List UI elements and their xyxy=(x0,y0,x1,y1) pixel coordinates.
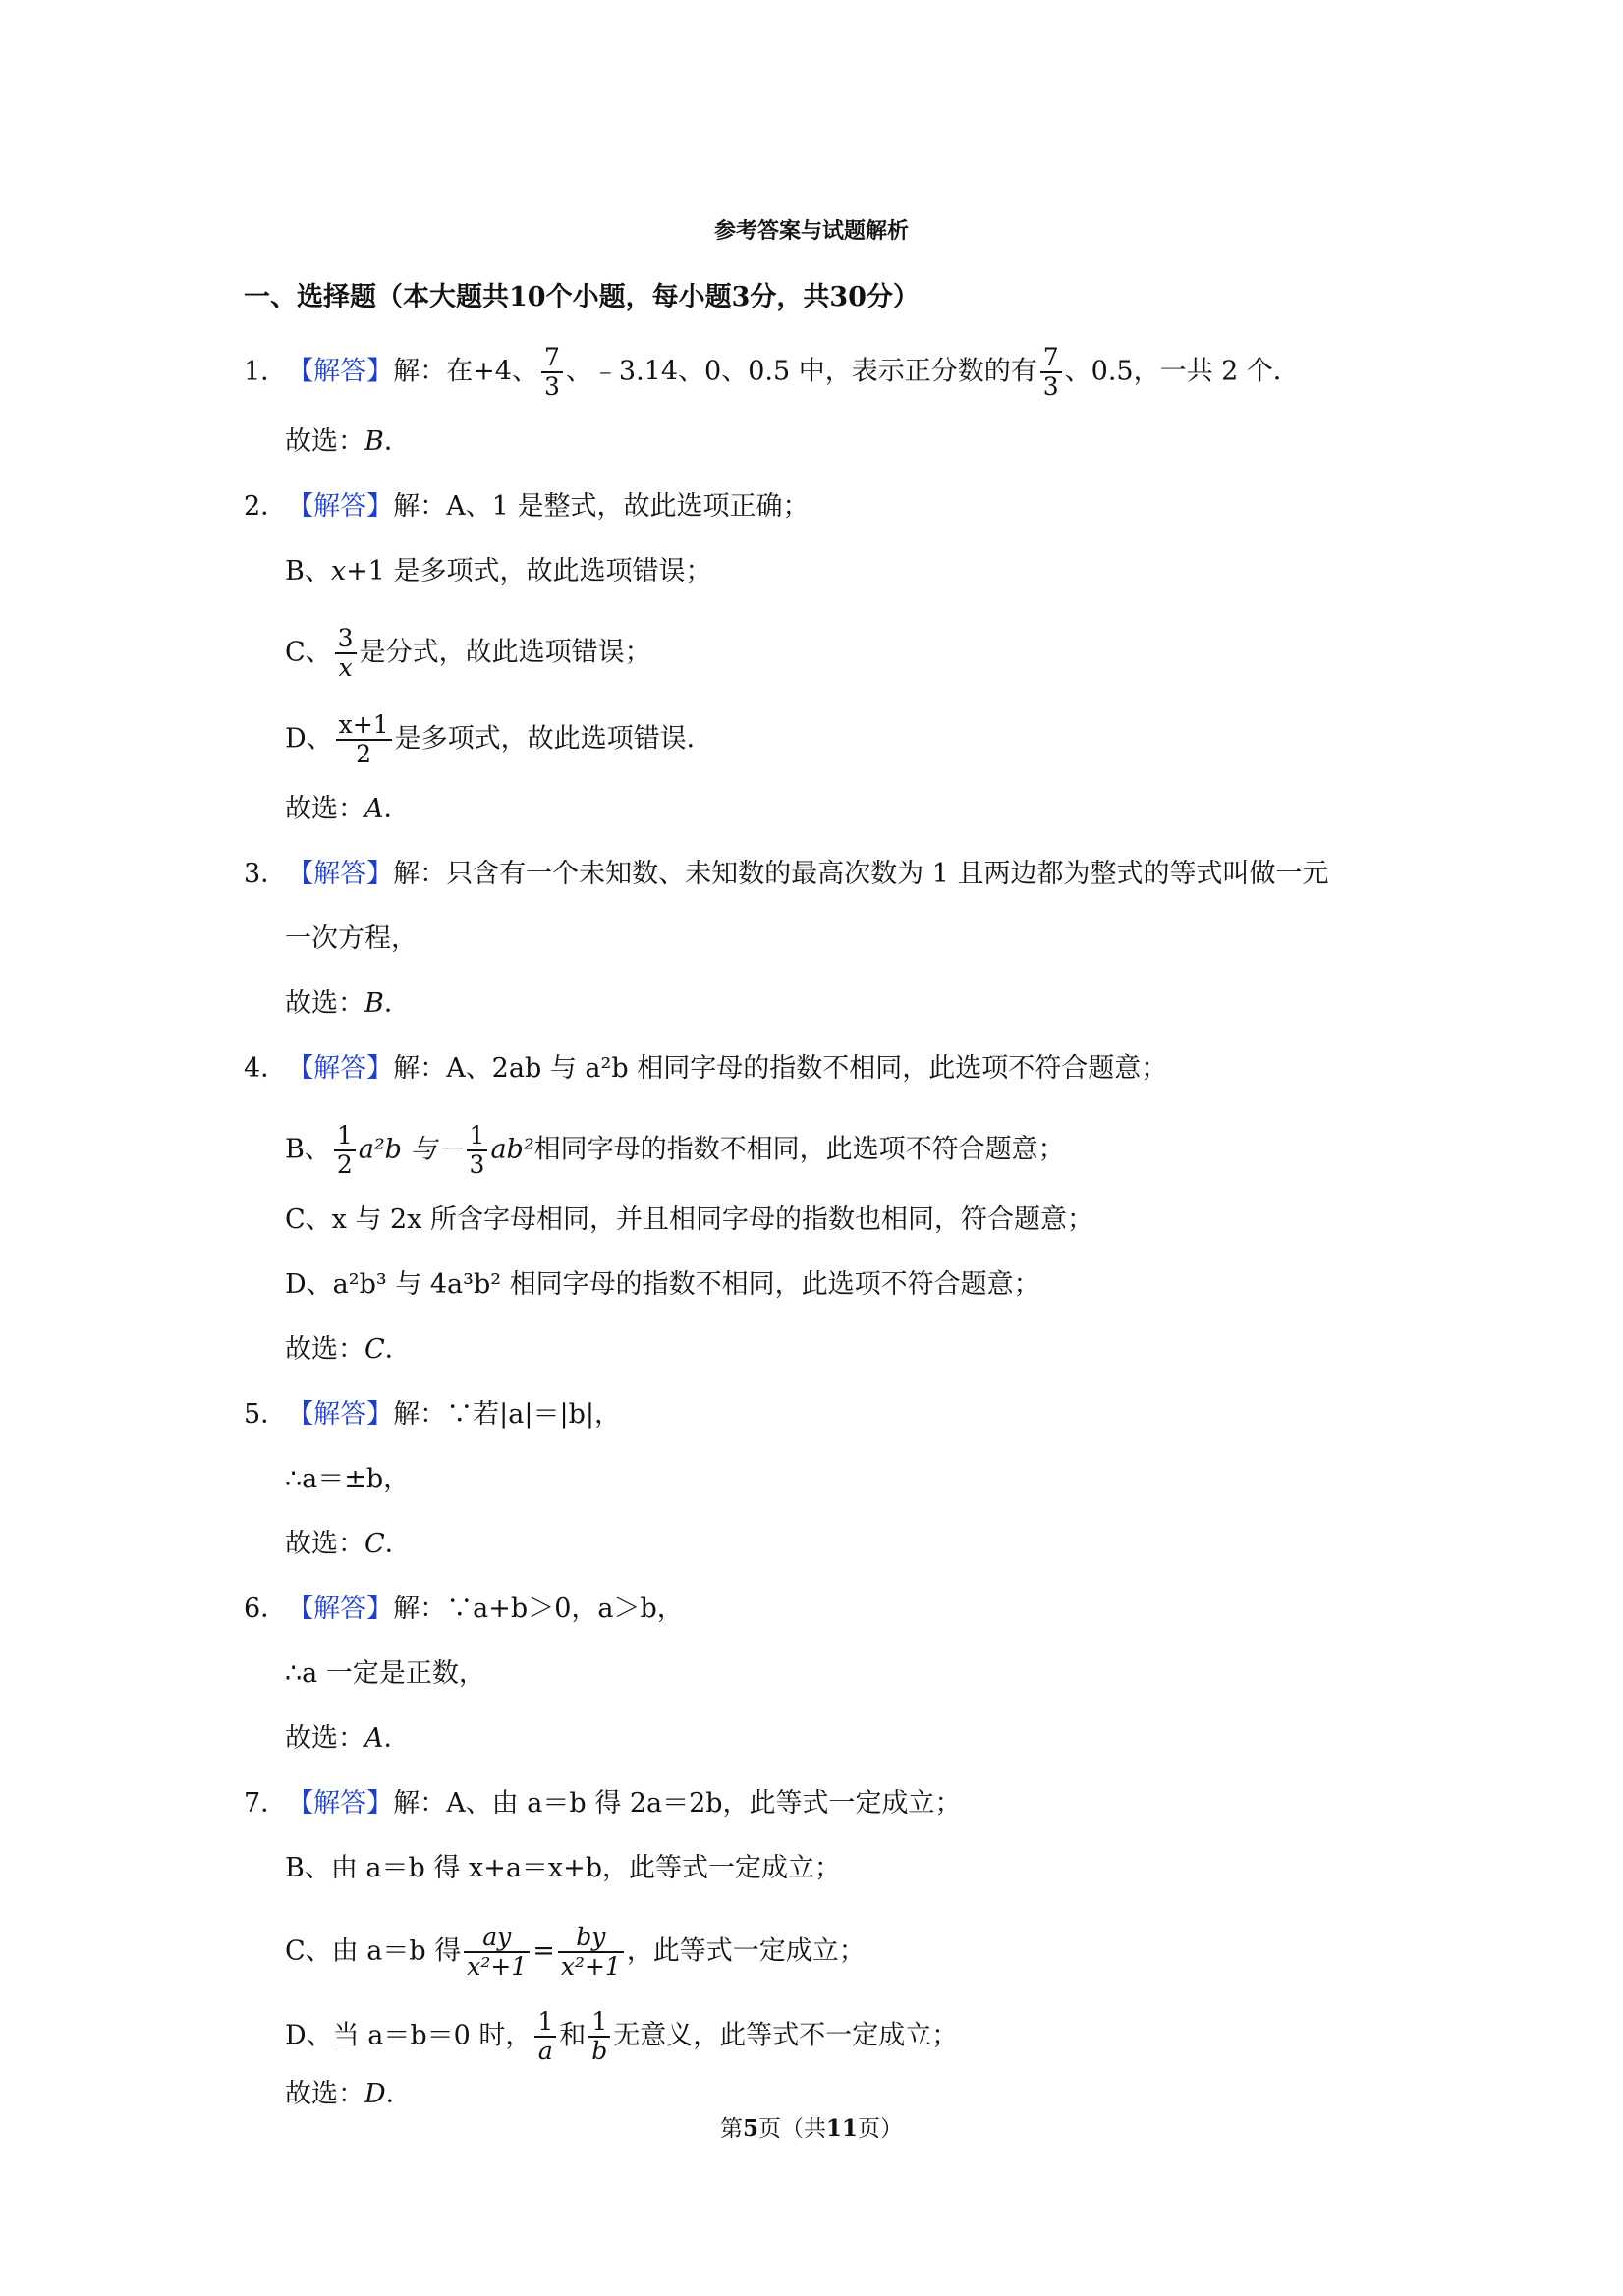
text: ∴a 一定是正数， xyxy=(285,1658,485,1689)
choice-letter: A xyxy=(364,1723,384,1754)
answer-tag: 【解答】 xyxy=(287,1594,394,1624)
fraction xyxy=(334,1122,356,1179)
answer-2-c xyxy=(285,625,651,682)
text: 只含有一个未知数、未知数的最高次数为 1 且两边都为整式的等式叫做一元 xyxy=(446,859,1329,889)
answer-2-d xyxy=(285,711,713,768)
text: A、2ab 与 a²b 相同字母的指数不相同，此选项不符合题意； xyxy=(446,1053,1168,1084)
numerator: 1 xyxy=(534,2008,556,2038)
choice-label: 故选： xyxy=(285,1723,364,1754)
footer-text: 页（共 xyxy=(758,2116,826,2142)
answer-7 xyxy=(244,1784,962,1823)
denominator: x²+1 xyxy=(560,1952,621,1981)
footer-text: 第 xyxy=(719,2116,743,2142)
question-number: 7． xyxy=(244,1788,288,1819)
answer-4-c xyxy=(285,1201,1093,1240)
answer-tag: 【解答】 xyxy=(287,491,394,522)
text: 、﹣3.14、0、0.5 中，表示正分数的有 xyxy=(565,356,1037,387)
denominator: 2 xyxy=(336,1150,353,1179)
denominator: 3 xyxy=(1042,372,1059,401)
text: ，此等式一定成立； xyxy=(626,1935,866,1967)
question-number: 4． xyxy=(244,1053,288,1084)
total-page-number: 11 xyxy=(826,2115,859,2142)
answer-7-b xyxy=(285,1849,841,1888)
text: ∵若|a|＝|b|， xyxy=(446,1399,621,1429)
answer-2-b xyxy=(285,552,711,591)
text: D、a²b³ 与 4a³b² 相同字母的指数不相同，此选项不符合题意； xyxy=(285,1269,1040,1300)
text: x xyxy=(330,556,347,587)
numerator: 1 xyxy=(334,1122,356,1151)
answer-5 xyxy=(244,1395,621,1434)
numerator: 7 xyxy=(541,344,563,373)
text: A、1 是整式，故此选项正确； xyxy=(446,491,810,522)
jie-label: 解： xyxy=(393,1788,447,1819)
fraction xyxy=(1040,344,1062,401)
answer-tag: 【解答】 xyxy=(287,356,394,387)
question-number: 2． xyxy=(244,491,288,522)
text: a²b 与－ xyxy=(358,1134,464,1165)
numerator: 3 xyxy=(335,625,357,654)
answer-4-d xyxy=(285,1265,1040,1305)
text: B、由 a＝b 得 x+a＝x+b，此等式一定成立； xyxy=(285,1853,842,1883)
question-number: 3． xyxy=(244,859,288,889)
answer-4 xyxy=(244,1049,1167,1089)
text: 在+4、 xyxy=(446,356,538,387)
fraction xyxy=(336,711,392,768)
text: B、 xyxy=(285,556,331,587)
footer-text: 页） xyxy=(858,2116,904,2142)
choice-label: 故选： xyxy=(285,2079,364,2109)
numerator: x+1 xyxy=(336,711,392,741)
page-title: 参考答案与试题解析 xyxy=(713,218,909,244)
text: D、 xyxy=(285,723,333,755)
choice-letter: A xyxy=(364,794,384,824)
fraction xyxy=(534,2008,556,2065)
text: A、由 a＝b 得 2a＝2b，此等式一定成立； xyxy=(446,1788,962,1819)
fraction xyxy=(335,625,357,682)
answer-5-choice: 故选：C． xyxy=(285,1529,412,1559)
answer-7-d xyxy=(285,2008,958,2065)
numerator: by xyxy=(558,1924,624,1953)
text: C、 xyxy=(285,637,332,668)
answer-tag: 【解答】 xyxy=(287,1788,394,1819)
text: 是多项式，故此选项错误． xyxy=(394,723,713,755)
choice-letter: B xyxy=(364,426,384,457)
page-footer xyxy=(0,2110,1623,2143)
fraction xyxy=(558,1924,624,1981)
jie-label: 解： xyxy=(393,356,447,387)
choice-letter: B xyxy=(364,988,384,1019)
answer-3-choice: 故选：B． xyxy=(285,988,411,1019)
answer-1-choice: 故选：B． xyxy=(285,426,411,457)
answer-3 xyxy=(244,855,1329,894)
question-number: 5． xyxy=(244,1399,288,1429)
jie-label: 解： xyxy=(393,1399,447,1429)
denominator: x xyxy=(338,653,353,682)
answer-tag: 【解答】 xyxy=(287,1053,394,1084)
choice-letter: C xyxy=(364,1334,385,1365)
text: ∵a+b＞0，a＞b， xyxy=(446,1594,684,1624)
answer-tag: 【解答】 xyxy=(287,1399,394,1429)
section-title: 一、选择题（本大题共10个小题，每小题3分，共30分） xyxy=(244,282,920,312)
choice-label: 故选： xyxy=(285,426,364,457)
denominator: 3 xyxy=(469,1150,485,1179)
fraction xyxy=(541,344,563,401)
text: ∴a＝±b， xyxy=(285,1464,411,1494)
choice-label: 故选： xyxy=(285,988,364,1019)
text: 相同字母的指数不相同，此选项不符合题意； xyxy=(533,1134,1065,1165)
answer-tag: 【解答】 xyxy=(287,859,394,889)
text: 和 xyxy=(559,2020,587,2051)
answer-2 xyxy=(244,487,809,527)
denominator: 2 xyxy=(356,740,372,768)
answer-3-cont xyxy=(285,920,418,959)
denominator: x²+1 xyxy=(467,1952,528,1981)
choice-label: 故选： xyxy=(285,1529,364,1559)
choice-label: 故选： xyxy=(285,794,364,824)
answer-6-cont xyxy=(285,1654,485,1694)
denominator: b xyxy=(591,2037,608,2065)
text: C、x 与 2x 所含字母相同，并且相同字母的指数也相同，符合题意； xyxy=(285,1204,1094,1235)
choice-letter: D xyxy=(364,2079,386,2109)
fraction xyxy=(588,2008,610,2065)
answer-6 xyxy=(244,1590,684,1629)
numerator: 7 xyxy=(1040,344,1062,373)
text: 、0.5，一共 2 个． xyxy=(1064,356,1300,387)
numerator: 1 xyxy=(588,2008,610,2038)
text: D、当 a＝b＝0 时， xyxy=(285,2020,532,2051)
jie-label: 解： xyxy=(393,859,447,889)
text: C、由 a＝b 得 xyxy=(285,1935,462,1967)
answer-7-choice: 故选：D． xyxy=(285,2079,413,2109)
numerator: ay xyxy=(464,1924,530,1953)
choice-letter: C xyxy=(364,1529,385,1559)
question-number: 1． xyxy=(244,356,288,387)
fraction xyxy=(467,1122,488,1179)
text: ab² xyxy=(490,1134,534,1165)
answer-1 xyxy=(244,344,1300,401)
current-page-number: 5 xyxy=(742,2115,758,2142)
jie-label: 解： xyxy=(393,1053,447,1084)
answer-2-choice: 故选：A． xyxy=(285,794,411,824)
choice-label: 故选： xyxy=(285,1334,364,1365)
text: +1 是多项式，故此选项错误； xyxy=(346,556,712,587)
jie-label: 解： xyxy=(393,491,447,522)
answer-5-cont xyxy=(285,1460,410,1499)
denominator: 3 xyxy=(544,372,560,401)
fraction xyxy=(464,1924,530,1981)
question-number: 6． xyxy=(244,1594,288,1624)
jie-label: 解： xyxy=(393,1594,447,1624)
answer-4-b xyxy=(285,1122,1065,1179)
equals-sign: = xyxy=(532,1935,555,1967)
answer-7-c xyxy=(285,1924,866,1981)
answer-4-choice: 故选：C． xyxy=(285,1334,412,1365)
numerator: 1 xyxy=(467,1122,488,1151)
text: 是分式，故此选项错误； xyxy=(359,637,651,668)
text: B、 xyxy=(285,1134,331,1165)
denominator: a xyxy=(537,2037,553,2065)
answer-6-choice: 故选：A． xyxy=(285,1723,411,1754)
text: 无意义，此等式不一定成立； xyxy=(613,2020,959,2051)
text: 一次方程， xyxy=(285,924,418,954)
